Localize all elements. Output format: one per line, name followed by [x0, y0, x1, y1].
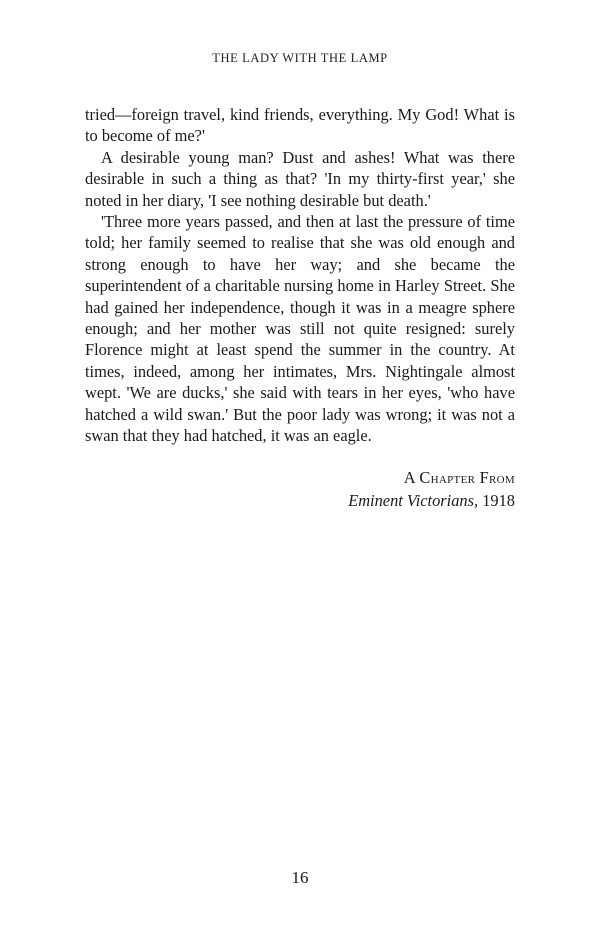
paragraph-3: 'Three more years passed, and then at last the pressure of time told; her family seemed to realise that she was old enough and strong enough to have her way; and she became the superintendent of a charitable nursing home in Harley Street. She had gained her independence, though it was in a meagre sphere enough; and her mother was still not quite resigned: surely Florence might at least spend the summer in the country. At times, indeed, among her intimates, Mrs. Nightingale almost wept. 'We are ducks,' she said with tears in her eyes, 'who have hatched a wild swan.' But the poor lady was wrong; it was not a swan that they had hatched, it was an eagle.	[85, 212, 515, 446]
paragraph-2: A desirable young man? Dust and ashes! What was there desirable in such a thing as that? 'In my thirty-first year,' she noted in her diary, 'I see nothing desirable but death.'	[85, 147, 515, 210]
paragraph-1: tried—foreign travel, kind friends, everything. My God! What is to become of me?'	[85, 105, 515, 146]
attribution-year: 1918	[482, 491, 515, 510]
attribution-chapter: A Chapter From	[403, 468, 515, 487]
body-text	[85, 104, 515, 447]
attribution-book-title: Eminent Victorians,	[348, 491, 479, 510]
running-head: THE LADY WITH THE LAMP	[212, 51, 388, 65]
attribution	[348, 466, 515, 512]
attribution-source	[348, 489, 515, 512]
page-number: 16	[291, 868, 309, 887]
